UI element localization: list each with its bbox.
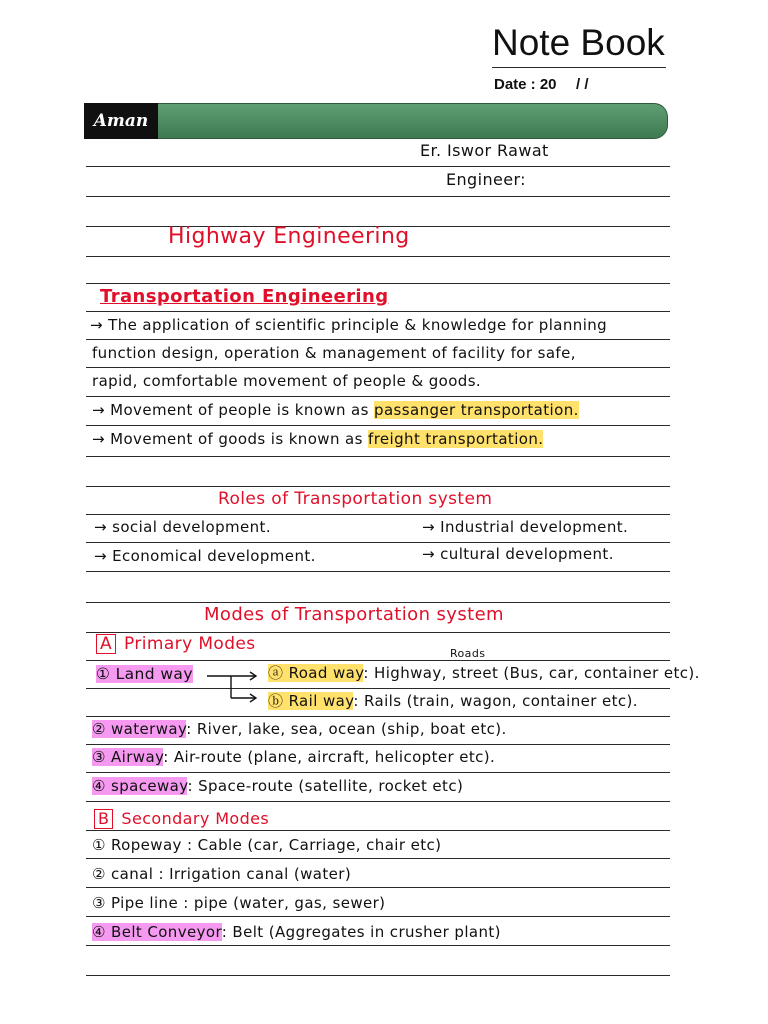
spaceway-line xyxy=(92,777,463,795)
rail-way-line xyxy=(268,690,638,711)
spaceway-label: ④ spaceway xyxy=(92,777,188,795)
secondary-modes-title: Secondary Modes xyxy=(121,809,270,828)
waterway-line xyxy=(92,720,507,738)
road-way-description: : Highway, street (Bus, car, container etc). xyxy=(363,664,700,682)
header-banner xyxy=(84,103,668,139)
spaceway-description: : Space-route (satellite, rocket etc) xyxy=(187,777,464,795)
primary-letter-box: A xyxy=(96,634,116,654)
secondary-letter-box: B xyxy=(94,809,113,829)
name-tag: Aman xyxy=(84,103,158,139)
airway-label: ③ Airway xyxy=(92,748,164,766)
waterway-label: ② waterway xyxy=(92,720,187,738)
people-movement-line xyxy=(92,401,579,419)
freight-transport-highlight: freight transportation. xyxy=(368,430,544,448)
role-item: → cultural development. xyxy=(422,545,614,563)
goods-movement-line xyxy=(92,430,543,448)
belt-conveyor-line xyxy=(92,923,501,941)
rail-way-label: ⓑ Rail way xyxy=(268,692,354,710)
section-heading-transportation: Transportation Engineering xyxy=(100,286,389,307)
rail-way-description: : Rails (train, wagon, container etc). xyxy=(353,692,638,710)
author-role: Engineer: xyxy=(446,170,526,189)
secondary-mode-item: ① Ropeway : Cable (car, Carriage, chair etc) xyxy=(92,836,442,854)
belt-conveyor-description: : Belt (Aggregates in crusher plant) xyxy=(221,923,501,941)
section-heading-roles: Roles of Transportation system xyxy=(218,489,493,509)
section-heading-modes: Modes of Transportation system xyxy=(204,604,504,625)
roads-note: Roads xyxy=(450,647,486,660)
passenger-transport-highlight: passanger transportation. xyxy=(374,401,579,419)
road-way-line xyxy=(268,662,700,683)
secondary-modes-heading xyxy=(94,809,269,829)
role-item: → Economical development. xyxy=(94,547,316,565)
people-movement-text: → Movement of people is known as xyxy=(92,401,369,419)
role-item: → Industrial development. xyxy=(422,518,629,536)
land-way-label: ① Land way xyxy=(96,665,193,683)
goods-movement-text: → Movement of goods is known as xyxy=(92,430,363,448)
secondary-mode-item: ② canal : Irrigation canal (water) xyxy=(92,865,352,883)
secondary-mode-item: ③ Pipe line : pipe (water, gas, sewer) xyxy=(92,894,386,912)
date-label: Date : 20 xyxy=(494,76,557,93)
airway-line xyxy=(92,748,495,766)
definition-line-3: rapid, comfortable movement of people & goods. xyxy=(92,372,482,390)
definition-line-2: function design, operation & management of facility for safe, xyxy=(92,344,576,362)
author-name: Er. Iswor Rawat xyxy=(420,141,549,160)
role-item: → social development. xyxy=(94,518,271,536)
waterway-description: : River, lake, sea, ocean (ship, boat etc). xyxy=(186,720,507,738)
date-slashes: / / xyxy=(576,76,589,93)
notebook-title: Note Book xyxy=(492,22,665,63)
road-way-label: ⓐ Road way xyxy=(268,664,364,682)
definition-line-1: → The application of scientific principle & knowledge for planning xyxy=(90,316,608,334)
title-underline xyxy=(492,67,666,68)
primary-modes-title: Primary Modes xyxy=(124,634,256,654)
primary-modes-heading xyxy=(96,634,256,654)
airway-description: : Air-route (plane, aircraft, helicopter etc). xyxy=(163,748,496,766)
page-title: Highway Engineering xyxy=(168,224,410,249)
belt-conveyor-label: ④ Belt Conveyor xyxy=(92,923,222,941)
branch-arrow-icon xyxy=(205,666,261,706)
